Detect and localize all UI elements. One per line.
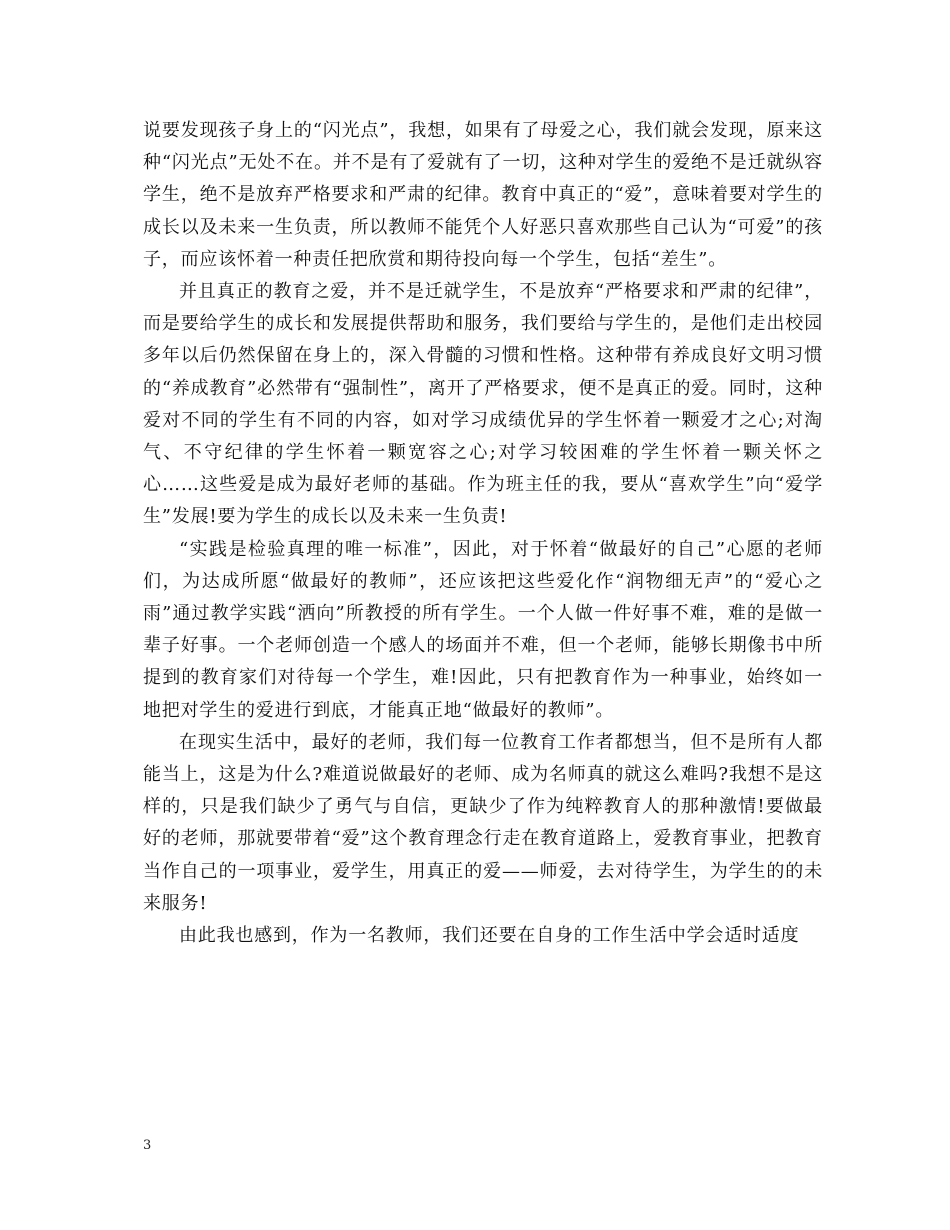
paragraph-2: 并且真正的教育之爱，并不是迁就学生，不是放弃“严格要求和严肃的纪律”，而是要给学生的成长和发展提供帮助和服务，我们要给与学生的，是他们走出校园多年以后仍然保留在身上的，深入骨髓的习惯和性格。这种带有养成良好文明习惯的“养成教育”必然带有“强制性”，离开了严格要求，便不是真正的爱。同时，这种爱对不同的学生有不同的内容，如对学习成绩优异的学生怀着一颗爱才之心;对淘气、不守纪律的学生怀着一颗宽容之心;对学习较困难的学生怀着一颗关怀之心……这些爱是成为最好老师的基础。作为班主任的我，要从“喜欢学生”向“爱学生”发展!要为学生的成长以及未来一生负责! <box>143 281 823 528</box>
paragraph-4: 在现实生活中，最好的老师，我们每一位教育工作者都想当，但不是所有人都能当上，这是为什么?难道说做最好的老师、成为名师真的就这么难吗?我想不是这样的，只是我们缺少了勇气与自信，更缺少了作为纯粹教育人的那种激情!要做最好的老师，那就要带着“爱”这个教育理念行走在教育道路上，爱教育事业，把教育当作自己的一项事业，爱学生，用真正的爱——师爱，去对待学生，为学生的的未来服务! <box>143 731 823 914</box>
paragraph-1: 说要发现孩子身上的“闪光点”，我想，如果有了母爱之心，我们就会发现，原来这种“闪光点”无处不在。并不是有了爱就有了一切，这种对学生的爱绝不是迁就纵容学生，绝不是放弃严格要求和严肃的纪律。教育中真正的“爱”，意味着要对学生的成长以及未来一生负责，所以教师不能凭个人好恶只喜欢那些自己认为“可爱”的孩子，而应该怀着一种责任把欣赏和期待投向每一个学生，包括“差生”。 <box>143 120 823 270</box>
paragraph-3: “实践是检验真理的唯一标准”，因此，对于怀着“做最好的自己”心愿的老师们，为达成所愿“做最好的教师”，还应该把这些爱化作“润物细无声”的“爱心之雨”通过教学实践“洒向”所教授的所有学生。一个人做一件好事不难，难的是做一辈子好事。一个老师创造一个感人的场面并不难，但一个老师，能够长期像书中所提到的教育家们对待每一个学生，难!因此，只有把教育作为一种事业，始终如一地把对学生的爱进行到底，才能真正地“做最好的教师”。 <box>143 538 823 721</box>
page-number: 3 <box>143 1138 152 1153</box>
body-text <box>143 115 823 952</box>
paragraph-5: 由此我也感到，作为一名教师，我们还要在自身的工作生活中学会适时适度 <box>179 925 800 947</box>
